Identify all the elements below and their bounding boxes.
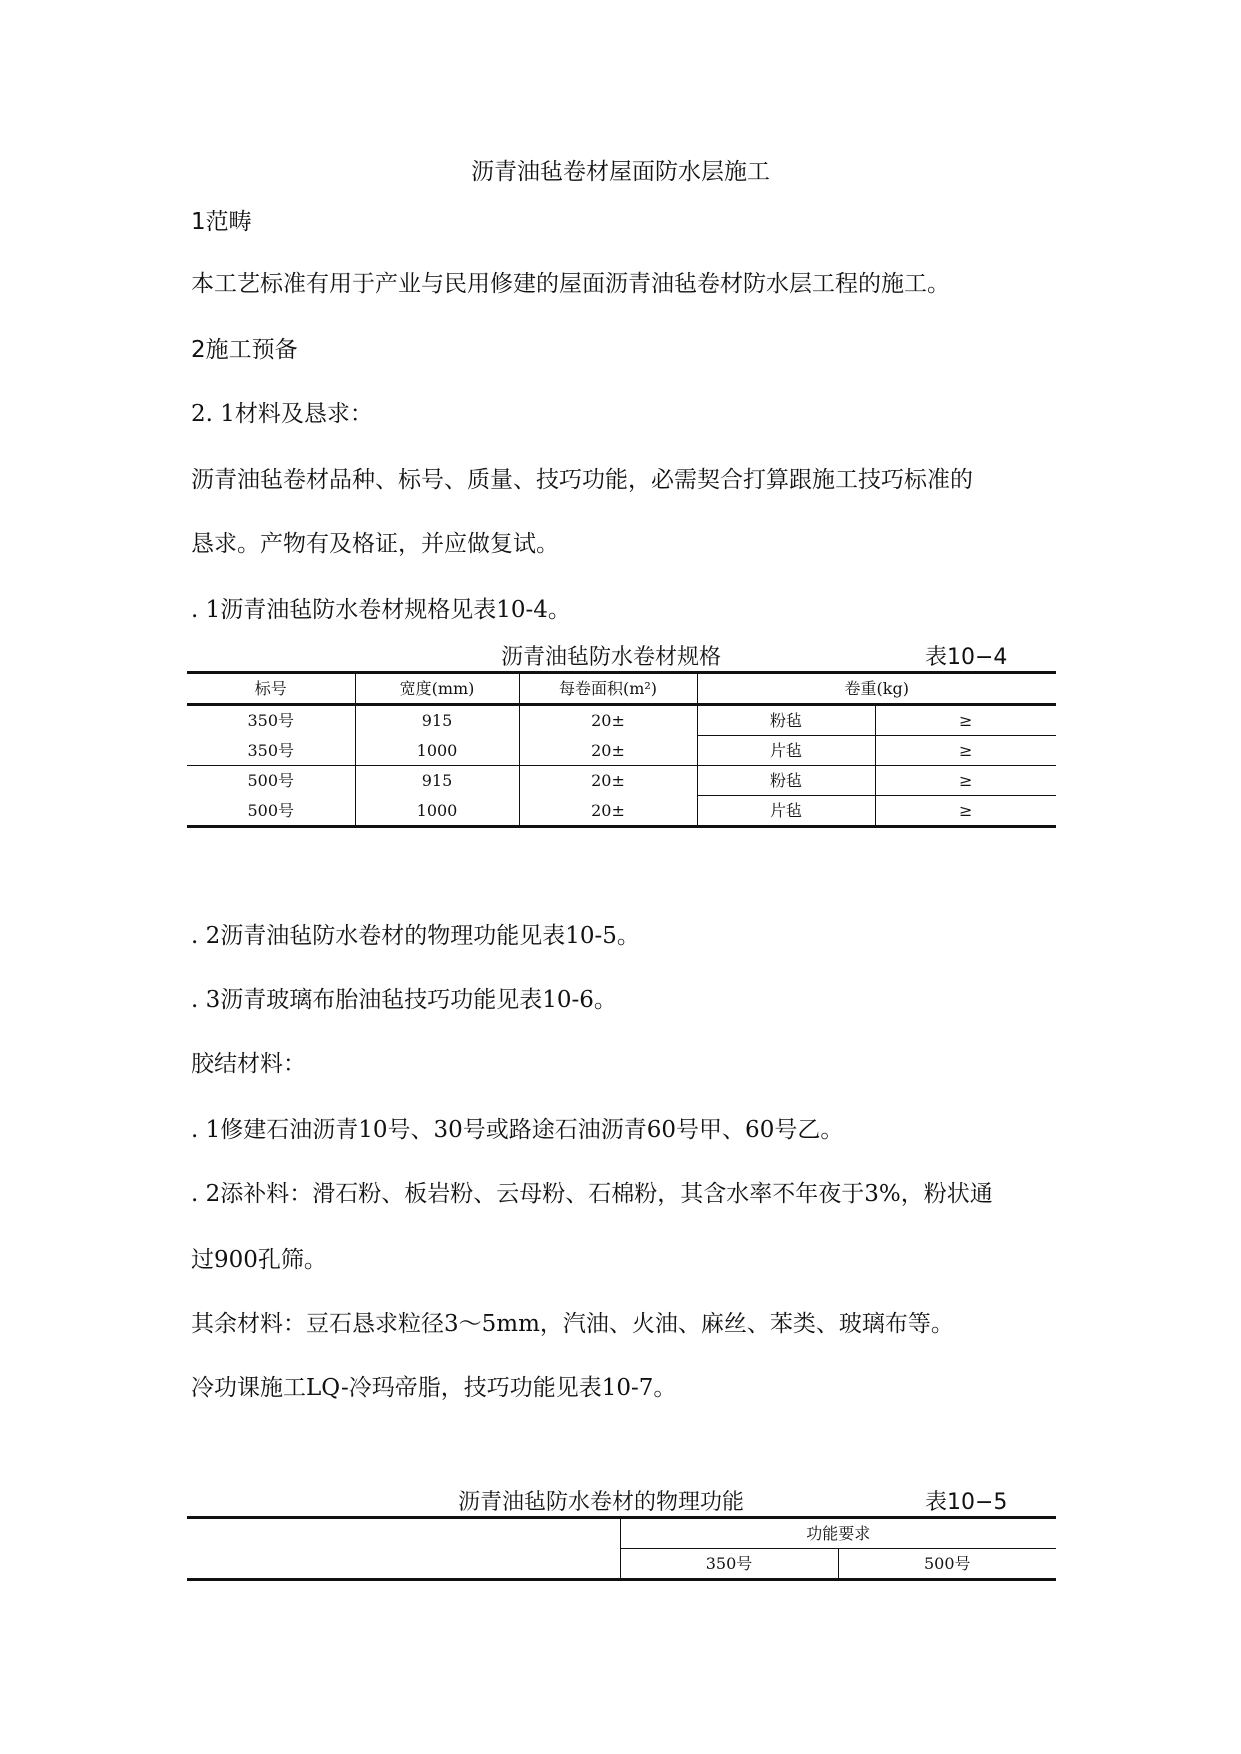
table2-header-row [187, 1518, 1056, 1549]
table2-caption: 沥青油毡防水卷材的物理功能 [458, 1490, 745, 1515]
section2-heading: 2施工预备 [191, 337, 298, 363]
materials-para-line1: 沥青油毡卷材品种、标号、质量、技巧功能，必需契合打算跟施工技巧标准的 [191, 467, 973, 493]
section1-heading: 1范畴 [191, 209, 252, 235]
table2-col-500: 500号 [923, 1554, 971, 1573]
table1-caption: 沥青油毡防水卷材规格 [501, 645, 722, 670]
table1-cell-type: 片毡 [697, 796, 875, 827]
table1-cell-type: 粉毡 [697, 766, 875, 796]
table1-cell-area: 20± [519, 705, 697, 736]
table2 [187, 1516, 1056, 1581]
table1-cell-width: 1000 [355, 796, 519, 827]
table1-cell-area: 20± [519, 736, 697, 766]
item-1: . 1沥青油毡防水卷材规格见表10-4。 [191, 597, 571, 623]
table-row [187, 796, 1056, 827]
binder-heading: 胶结材料： [191, 1051, 306, 1077]
cold-material: 冷功课施工LQ-冷玛帝脂，技巧功能见表10-7。 [191, 1375, 677, 1401]
table1-header-area: 每卷面积(m²) [519, 673, 697, 705]
binder-item-2-line2: 过900孔筛。 [191, 1247, 327, 1273]
section1-text: 本工艺标准有用于产业与民用修建的屋面沥青油毡卷材防水层工程的施工。 [191, 271, 950, 297]
table1-cell-grade: 500号 [187, 766, 355, 796]
table-row [187, 705, 1056, 736]
table1-cell-weight: ≥ [959, 801, 973, 820]
table1-header-width: 宽度(mm) [355, 673, 519, 705]
table1-header-weight: 卷重(kg) [844, 679, 909, 698]
table-row [187, 736, 1056, 766]
table1-cell-area: 20± [519, 796, 697, 827]
table1-cell-type: 片毡 [697, 736, 875, 766]
table2-header-group: 功能要求 [620, 1518, 1056, 1549]
item-2: . 2沥青油毡防水卷材的物理功能见表10-5。 [191, 923, 640, 949]
table2-number: 表10−5 [925, 1490, 1008, 1515]
table1 [187, 671, 1056, 828]
table1-cell-area: 20± [519, 766, 697, 796]
table1-cell-weight: ≥ [875, 766, 1056, 796]
table2-blank-header [187, 1518, 620, 1580]
table1-cell-width: 915 [355, 766, 519, 796]
table1-cell-weight: ≥ [875, 705, 1056, 736]
binder-item-2-line1: . 2添补料：滑石粉、板岩粉、云母粉、石棉粉，其含水率不年夜于3%，粉状通 [191, 1181, 993, 1207]
other-materials: 其余材料：豆石恳求粒径3～5mm，汽油、火油、麻丝、苯类、玻璃布等。 [191, 1311, 954, 1337]
table1-cell-width: 915 [355, 705, 519, 736]
binder-item-1: . 1修建石油沥青10号、30号或路途石油沥青60号甲、60号乙。 [191, 1117, 844, 1143]
table1-number: 表10−4 [925, 645, 1008, 670]
table-row [187, 766, 1056, 796]
materials-subheading: 2. 1材料及恳求： [191, 401, 373, 427]
table1-cell-grade: 500号 [187, 796, 355, 827]
table1-cell-width: 1000 [355, 736, 519, 766]
table1-cell-type: 粉毡 [697, 705, 875, 736]
table2-col-350: 350号 [620, 1549, 838, 1580]
table1-cell-grade: 350号 [187, 736, 355, 766]
document-title: 沥青油毡卷材屋面防水层施工 [471, 159, 770, 185]
table1-cell-grade: 350号 [187, 705, 355, 736]
table1-cell-weight: ≥ [959, 741, 973, 760]
item-3: . 3沥青玻璃布胎油毡技巧功能见表10-6。 [191, 987, 617, 1013]
table1-header-grade: 标号 [187, 673, 355, 705]
materials-para-line2: 恳求。产物有及格证，并应做复试。 [191, 531, 559, 557]
table1-header-row [187, 673, 1056, 705]
